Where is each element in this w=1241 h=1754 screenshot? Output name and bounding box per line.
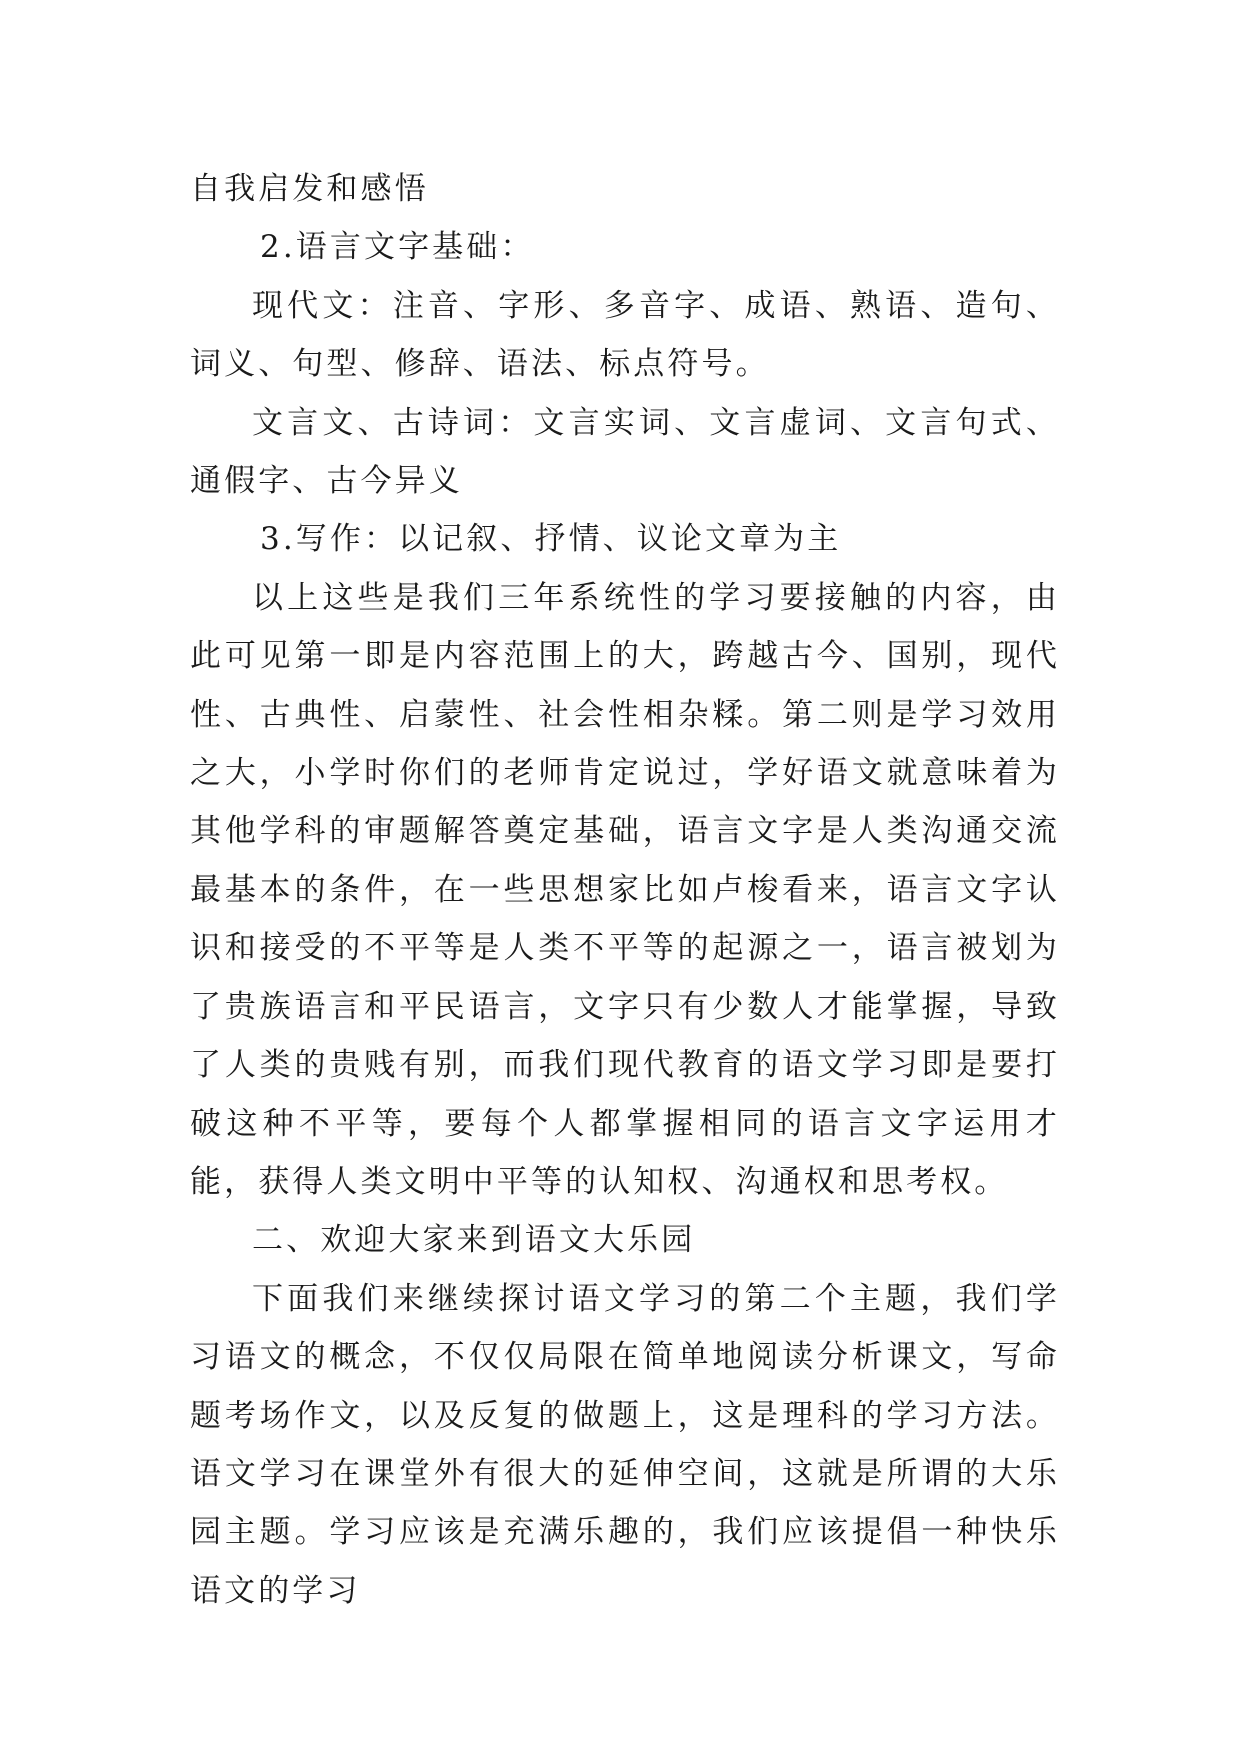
paragraph-modern-text: 现代文：注音、字形、多音字、成语、熟语、造句、词义、句型、修辞、语法、标点符号。	[190, 287, 1060, 383]
paragraph-second-theme: 下面我们来继续探讨语文学习的第二个主题，我们学习语文的概念，不仅仅局限在简单地阅读分析课文，写命题考场作文，以及反复的做题上，这是理科的学习方法。语文学习在课堂外有很大的延伸空间，这就是所谓的大乐园主题。学习应该是充满乐趣的，我们应该提倡一种快乐语文的学习	[190, 1280, 1060, 1609]
paragraph-continuation: 自我启发和感悟	[190, 171, 429, 207]
subheading-language-basics: 2.语言文字基础：	[260, 229, 535, 266]
paragraph-scope-and-effect: 以上这些是我们三年系统性的学习要接触的内容，由此可见第一即是内容范围上的大，跨越古今、国别，现代性、古典性、启蒙性、社会性相杂糅。第二则是学习效用之大，小学时你们的老师肯定说过，学好语文就意味着为其他学科的审题解答奠定基础，语言文字是人类沟通交流最基本的条件，在一些思想家比如卢梭看来，语言文字认识和接受的不平等是人类不平等的起源之一，语言被划为了贵族语言和平民语言，文字只有少数人才能掌握，导致了人类的贵贱有别，而我们现代教育的语文学习即是要打破这种不平等，要每个人都掌握相同的语言文字运用才能，获得人类文明中平等的认知权、沟通权和思考权。	[190, 579, 1060, 1200]
section-heading-welcome: 二、欢迎大家来到语文大乐园	[252, 1222, 696, 1259]
document-body	[190, 160, 1060, 1620]
subheading-writing: 3.写作：以记叙、抒情、议论文章为主	[260, 521, 842, 558]
paragraph-classical-text: 文言文、古诗词：文言实词、文言虚词、文言句式、通假字、古今异义	[190, 404, 1060, 500]
